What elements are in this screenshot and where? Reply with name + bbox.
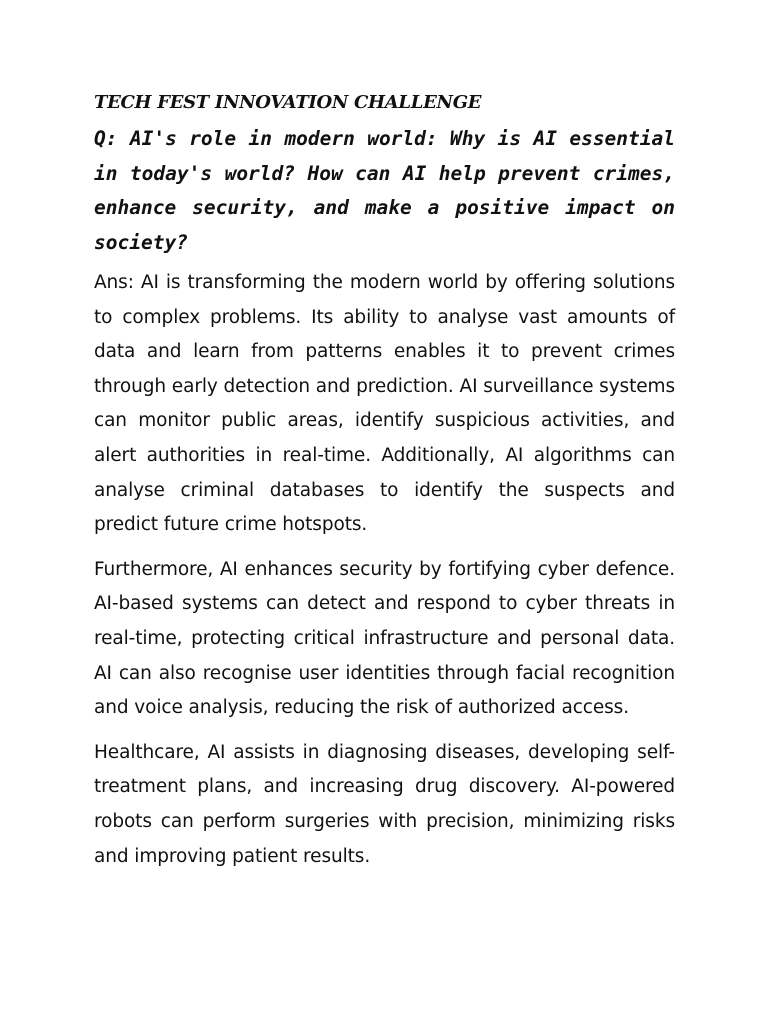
document-title: TECH FEST INNOVATION CHALLENGE	[94, 92, 482, 113]
answer-paragraph-3: Healthcare, AI assists in diagnosing diseases, developing self-treatment plans, and increasing drug discovery. AI-powered robots can perform surgeries with precision, minimizing risks and improving patient results.	[94, 741, 675, 867]
answer-paragraph-2: Furthermore, AI enhances security by fortifying cyber defence. AI-based systems can detect and respond to cyber threats in real-time, protecting critical infrastructure and personal data. AI can also recognise user identities through facial recognition and voice analysis, reducing the risk of authorized access.	[94, 558, 675, 719]
document-page	[94, 90, 675, 884]
question-text: Q: AI's role in modern world: Why is AI essential in today's world? How can AI help prevent crimes, enhance security, and make a positive impact on society?	[94, 127, 675, 254]
answer-paragraph-1: Ans: AI is transforming the modern world by offering solutions to complex problems. Its ability to analyse vast amounts of data and learn from patterns enables it to prevent crimes through early detection and prediction. AI surveillance systems can monitor public areas, identify suspicious activities, and alert authorities in real-time. Additionally, AI algorithms can analyse criminal databases to identify the suspects and predict future crime hotspots.	[94, 272, 675, 536]
